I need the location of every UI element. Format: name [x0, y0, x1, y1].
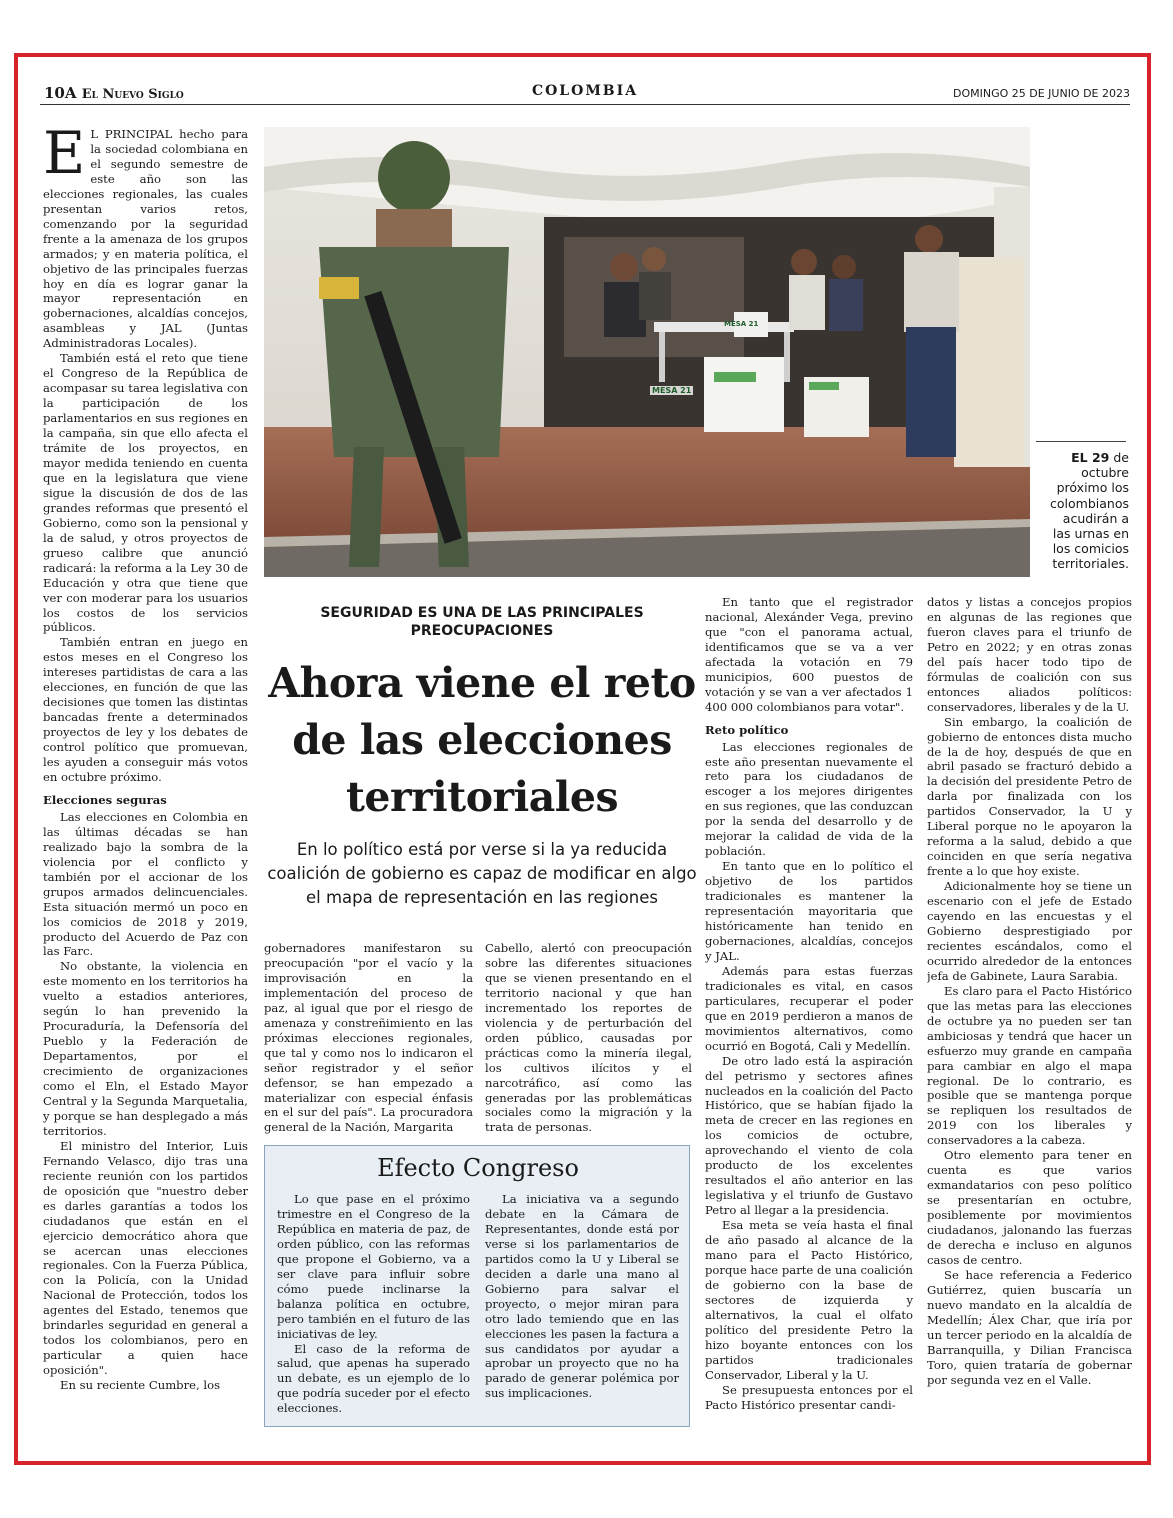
box-left-paragraph-1: Lo que pase en el próximo trimestre en el Congreso de la República en materia de paz, de orden público, con las reformas que propone el Gobierno, va a ser clave para influir sobre cómo puede inclinarse la balanza política en octubre, pero también en el futuro de las iniciativas de ley. — [277, 1192, 470, 1341]
col1-paragraph-2: También está el reto que tiene el Congreso de la República de acompasar su tarea legislativa con la participación de los parlamentarios en sus regiones en la campaña, sin que ello afecta el trámite de los proyectos, en mayor medida teniendo en cuenta que en la legislatura que viene sigue la discusión de dos de las grandes reformas que presentó el Gobierno, como son la pensional y la de salud, y otros proyectos de grueso calibre que anunció radicará: la reforma a la Ley 30 de Educación y otra que tiene que ver con moderar para los usuarios los costos de los servicios públicos. — [43, 351, 248, 635]
header-left — [44, 84, 184, 102]
sidebar-box — [264, 1145, 690, 1427]
lead-text: L PRINCIPAL hecho para la sociedad colombiana en el segundo semestre de este año son las elecciones regionales, las cuales presentan varios retos, comenzando por la seguridad frente a la amenaza de los grupos armados; y en materia política, el objetivo de las principales fuerzas hoy en día es lograr ganar la mayor representación en gobernaciones, alcaldías concejos, asambleas y JAL (Juntas Administradoras Locales). — [43, 127, 248, 351]
photo-caption — [1044, 450, 1129, 572]
column-1 — [43, 127, 248, 1437]
section-name: COLOMBIA — [531, 83, 639, 99]
newspaper-name: El Nuevo Siglo — [81, 87, 184, 102]
col4-paragraph-6: Esa meta se veía hasta el final de año pasado al alcance de la mano para el Pacto Histórico, porque hace parte de una coalición de gobierno con la base de sectores de izquierda y alternativos, la cual el olfato político del presidente Petro la hizo boyante entonces con los partidos tradicionales Conservador, Liberal y la U. — [705, 1218, 913, 1382]
photo-caption-text: de octubre próximo los colombianos acudirán a las urnas en los comicios territoriales. — [1050, 450, 1129, 572]
col4-paragraph-3: En tanto que en lo político el objetivo de los partidos tradicionales es mantener la representación mayoritaria que históricamente han tenido en gobernaciones, alcaldías, concejos y JAL. — [705, 859, 913, 963]
col4-paragraph-2: Las elecciones regionales de este año presentan nuevamente el reto para los ciudadanos de escoger a los mejores dirigentes en sus regiones, que las conduzcan por la senda del desarrollo y de mejorar la calidad de vida de la población. — [705, 739, 913, 859]
col4-paragraph-5: De otro lado está la aspiración del petrismo y sectores afines nucleados en la coalición del Pacto Histórico, que se habían fijado la meta de crecer en las regiones en los comicios de octubre, aprovechando el viento de cola producto de los excelentes resultados el año anterior en las legislativa y el triunfo de Gustavo Petro al llegar a la presidencia. — [705, 1053, 913, 1218]
page-number: 10A — [44, 84, 77, 102]
lead-paragraph — [43, 127, 248, 351]
col1-paragraph-3: También entran en juego en estos meses en el Congreso los intereses partidistas de cara a las elecciones, en función de que las decisiones que tomen las distintas bancadas frente a determinados proyectos de ley y los debates de control político que promuevan, les ayuden a conseguir más votos en octubre próximo. — [43, 635, 248, 784]
col2-paragraph-1: gobernadores manifestaron su preocupación "por el vacío y la improvisación en la implementación del proceso de paz, al igual que por el riesgo de amenaza y constreñimiento en las próximas elecciones regionales, que tal y como nos lo indicaron el señor registrador y el señor defensor, se han empezado a materializar con especial énfasis en el sur del país". La procuradora general de la Nación, Margarita — [264, 941, 473, 1135]
col1-paragraph-4: Las elecciones en Colombia en las últimas décadas se han realizado bajo la sombra de la violencia por el conflicto y también por el accionar de los grupos armados delincuenciales. Esta situación mermó un poco en los comicios de 2018 y 2019, producto del Acuerdo de Paz con las Farc. — [43, 809, 248, 959]
col1-paragraph-5: No obstante, la violencia en este momento en los territorios ha vuelto a estadios anteriores, según lo han prevenido la Procuraduría, la Defensoría del Pueblo y la Federación de Departamentos, por el crecimiento de organizaciones como el Eln, el Estado Mayor Central y la Segunda Marquetalia, y porque se han desplegado a más territorios. — [43, 959, 248, 1138]
caption-rule — [1036, 441, 1126, 442]
polling-station-illustration — [264, 127, 1030, 577]
box-right-column — [485, 1192, 679, 1422]
header-rule — [40, 104, 1130, 105]
column-2 — [264, 941, 473, 1141]
box-left-paragraph-2: El caso de la reforma de salud, que apenas ha superado un debate, es un ejemplo de lo que podría suceder por el efecto elecciones. — [277, 1341, 470, 1416]
news-photo — [264, 127, 1030, 577]
column-4 — [705, 595, 913, 1435]
column-5 — [927, 595, 1132, 1435]
box-right-paragraph-1: La iniciativa va a segundo debate en la Cámara de Representantes, donde está por verse si los parlamentarios de partidos como la U y Liberal se deciden a darle una mano al Gobierno para salvar el proyecto, o mejor miran para otro lado temiendo que en las elecciones les pasen la factura a sus candidatos por ayudar a aprobar un proyecto que no ha parado de generar polémica por sus implicaciones. — [485, 1192, 679, 1401]
col5-paragraph-3: Adicionalmente hoy se tiene un escenario con el jefe de Estado cayendo en las encuestas y el Gobierno desprestigiado por recientes escándalos, como el ocurrido alrededor de la entonces jefa de Gabinete, Laura Sarabia. — [927, 879, 1132, 983]
col5-paragraph-5: Otro elemento para tener en cuenta es que varios exmandatarios con peso político se presentarían en octubre, posiblemente por movimientos ciudadanos, jalonando las fuerzas de derecha e incluso en algunos casos de centro. — [927, 1148, 1132, 1267]
photo-caption-lead: EL 29 — [1071, 450, 1110, 465]
photo-sign-left: MESA 21 — [652, 386, 692, 395]
article-kicker: SEGURIDAD ES UNA DE LAS PRINCIPALES PREOCUPACIONES — [320, 605, 644, 639]
box-title: Efecto Congreso — [377, 1154, 579, 1182]
article-deck: En lo político está por verse si la ya reducida coalición de gobierno es capaz de modificar en algo el mapa de representación en las regiones — [267, 840, 697, 907]
drop-cap: E — [43, 127, 86, 187]
subhead-elecciones-seguras: Elecciones seguras — [43, 792, 167, 807]
col5-paragraph-6: Se hace referencia a Federico Gutiérrez, quien buscaría un nuevo mandato en la alcaldía de Medellín; Álex Char, que iría por un tercer periodo en la alcaldía de Barranquilla, y Dilian Francisca Toro, quien trataría de gobernar por segunda vez en el Valle. — [927, 1267, 1132, 1387]
col3-paragraph-1: Cabello, alertó con preocupación sobre las diferentes situaciones que se vienen presentando en el territorio nacional y que han incrementado los reportes de violencia y de perturbación del orden público, causadas por prácticas como la minería ilegal, los cultivos ilícitos y el narcotráfico, así como las generadas por las problemáticas sociales como la migración y la trata de personas. — [485, 941, 692, 1135]
column-3 — [485, 941, 692, 1141]
col5-paragraph-1: datos y listas a concejos propios en algunas de las regiones que fueron claves para el triunfo de Petro en 2022; y en otras zonas del país hacer todo tipo de fórmulas de coalición con sus entonces aliados políticos: conservadores, liberales y de la U. — [927, 595, 1132, 714]
box-left-column — [277, 1192, 470, 1422]
subhead-reto-politico: Reto político — [705, 722, 789, 737]
col5-paragraph-2: Sin embargo, la coalición de gobierno de entonces dista mucho de la de hoy, después de que en abril pasado se fracturó debido a la decisión del presidente Petro de darla por finalizada con los partidos Conservador, la U y Liberal porque no le apoyaron la reforma a la salud, debido a que coinciden en que sería negativa frente a lo que hoy existe. — [927, 714, 1132, 879]
col5-paragraph-4: Es claro para el Pacto Histórico que las metas para las elecciones de octubre ya no pueden ser tan ambiciosas y tendrá que hacer un esfuerzo muy grande en campaña para cambiar en algo el mapa regional. De lo contrario, es posible que se mantenga porque se repliquen los resultados de 2019 con los liberales y conservadores a la cabeza. — [927, 983, 1132, 1148]
col4-paragraph-7: Se presupuesta entonces por el Pacto Histórico presentar candi- — [705, 1382, 913, 1412]
col4-paragraph-1: En tanto que el registrador nacional, Alexánder Vega, previno que "con el panorama actual, identificamos que se va a ver afectada la votación en 79 municipios, 600 puestos de votación y se van a ver afectados 1 400 000 colombianos para votar". — [705, 595, 913, 714]
header-date: DOMINGO 25 DE JUNIO DE 2023 — [952, 87, 1130, 100]
col1-paragraph-6: El ministro del Interior, Luis Fernando Velasco, dijo tras una reciente reunión con los partidos de oposición que "nuestro deber es darles garantías a todos los ciudadanos que están en el ejercicio democrático ahora que se acercan unas elecciones regionales. Con la Fuerza Pública, con la Policía, con la Unidad Nacional de Protección, todos los agentes del Estado, tenemos que brindarles seguridad en general a todos los colombianos, pero en particular a quien hace oposición". — [43, 1138, 248, 1378]
photo-sign-right: MESA 21 — [724, 320, 759, 328]
col1-paragraph-7: En su reciente Cumbre, los — [60, 1378, 221, 1393]
col4-paragraph-4: Además para estas fuerzas tradicionales es vital, en casos particulares, recuperar el poder que en 2019 perdieron a manos de movimientos alternativos, como ocurrió en Bogotá, Cali y Medellín. — [705, 963, 913, 1053]
article-headline: Ahora viene el reto de las elecciones territoriales — [268, 659, 696, 821]
